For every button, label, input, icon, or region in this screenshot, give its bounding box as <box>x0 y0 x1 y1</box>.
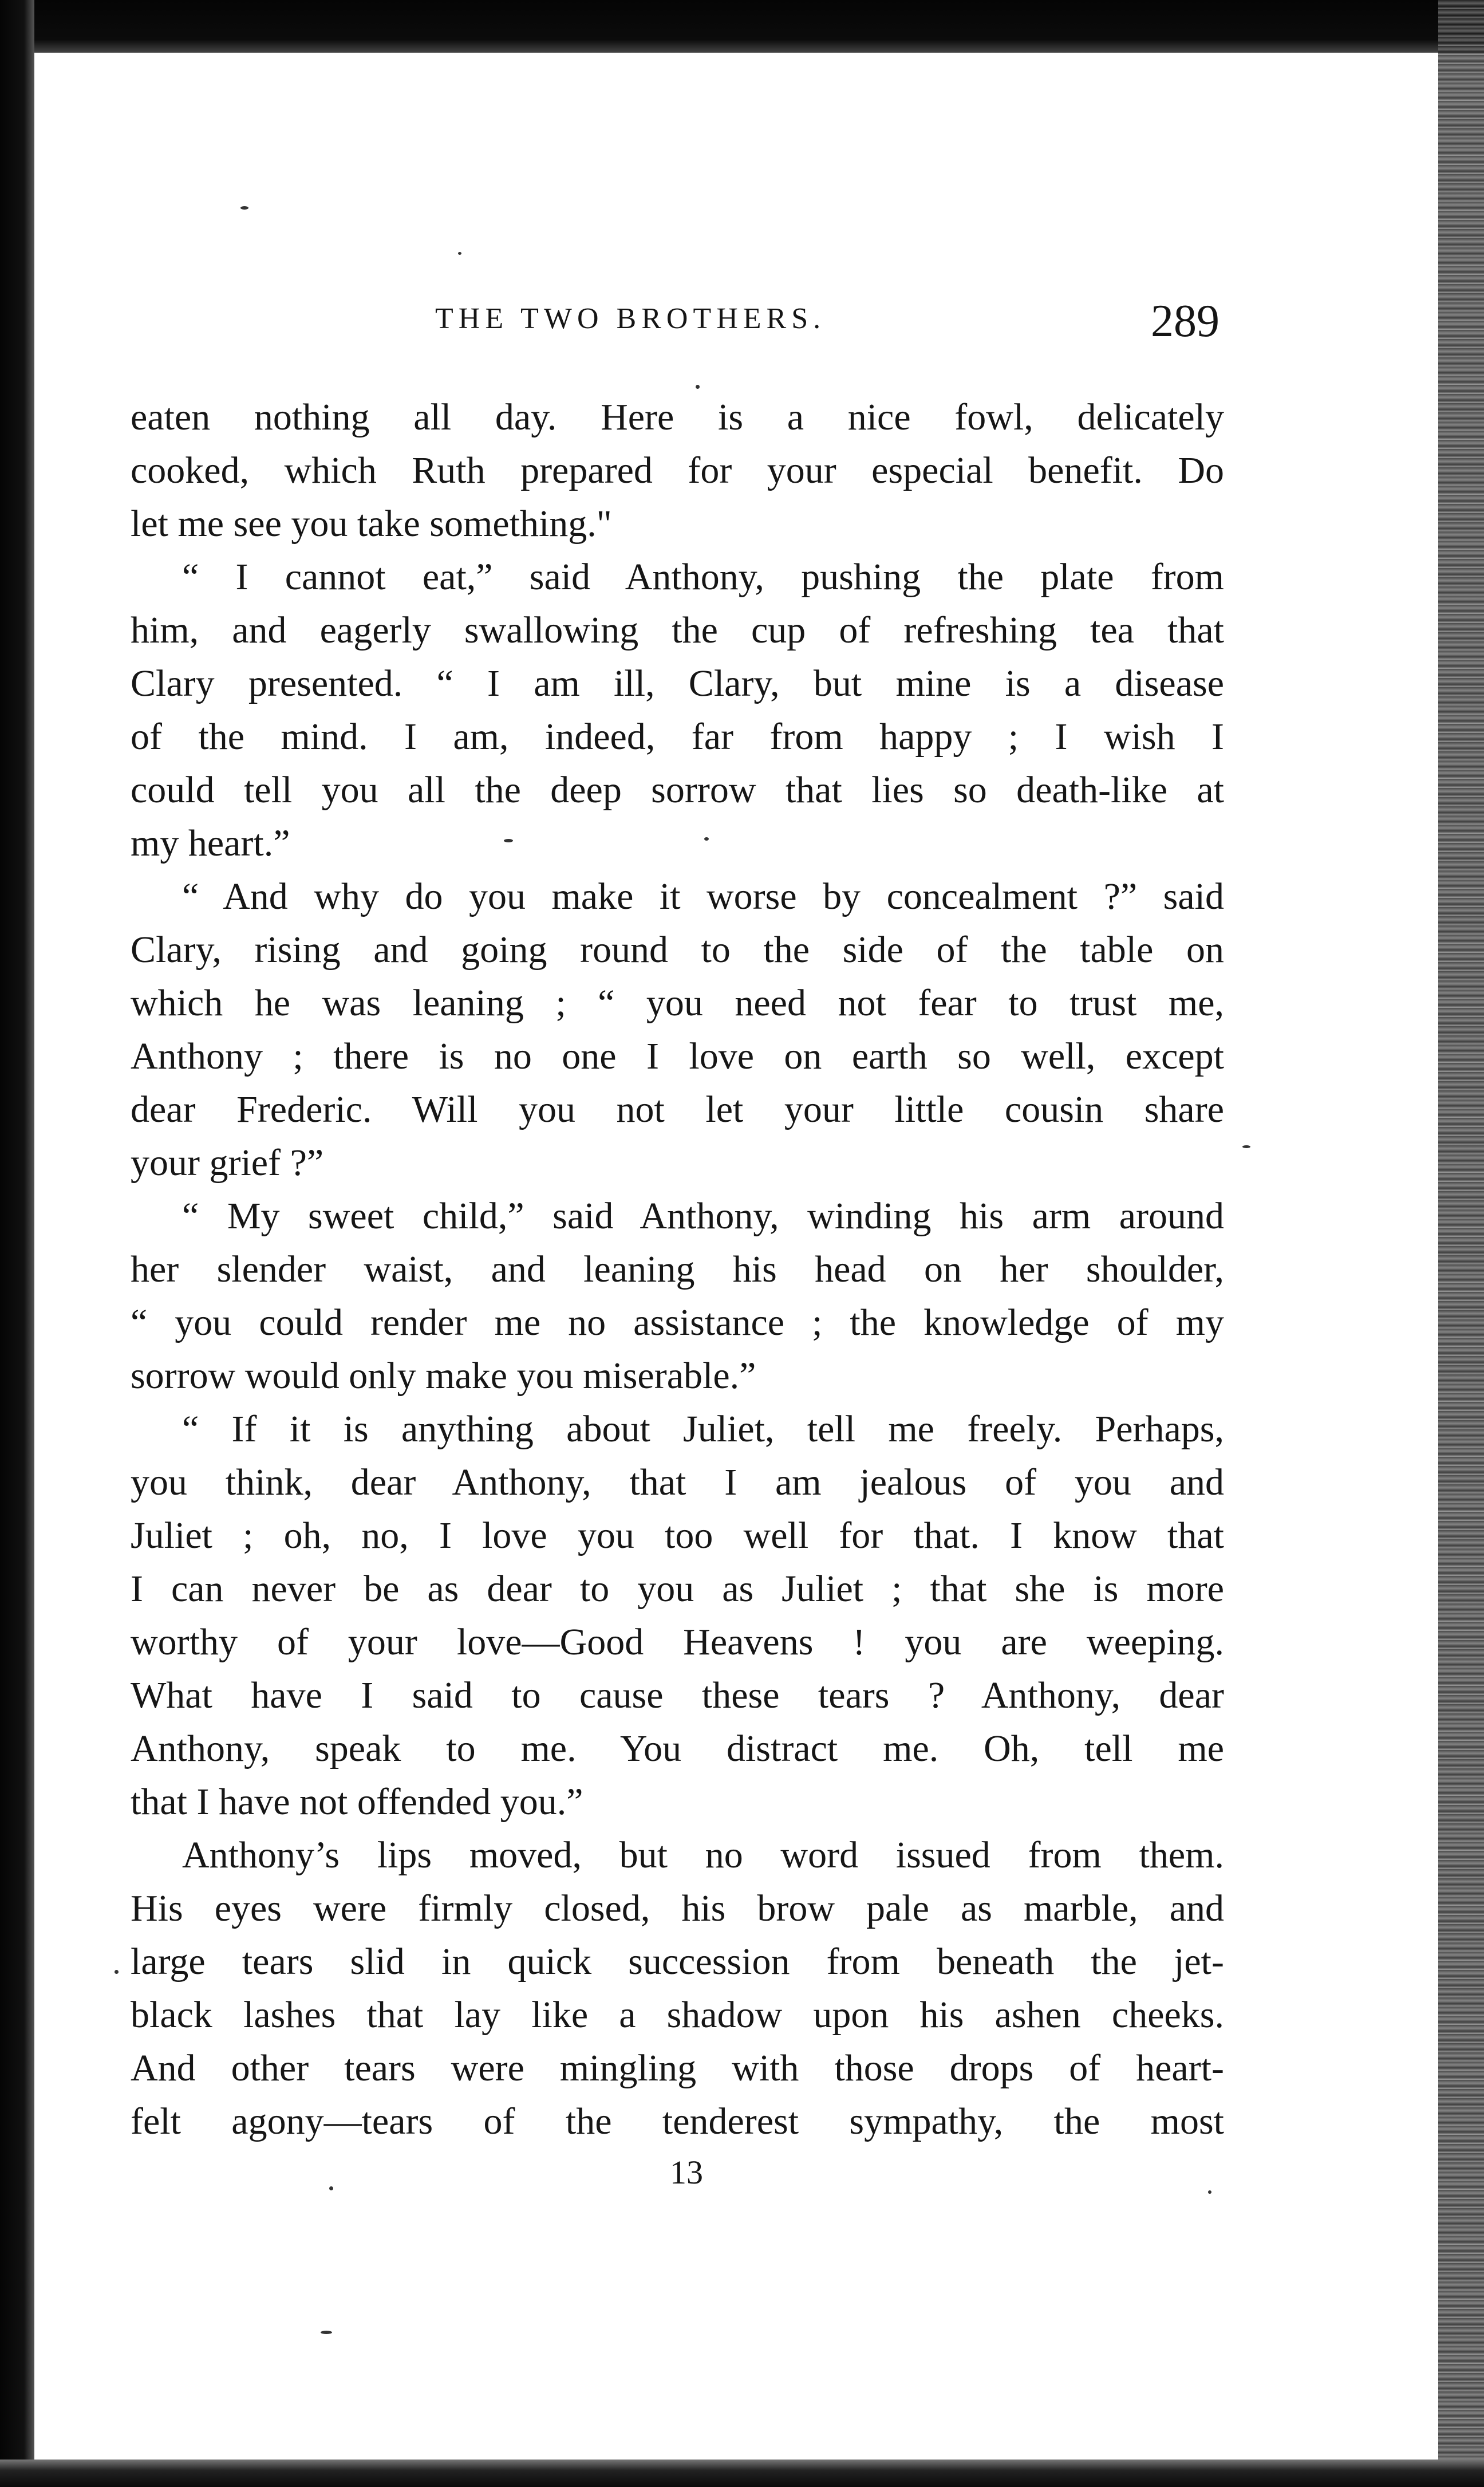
text-line: “ If it is anything about Juliet, tell me freely. Perhaps, <box>182 1408 1224 1450</box>
text-line: of the mind. I am, indeed, far from happy ; I wish I <box>131 716 1224 758</box>
text-line: you think, dear Anthony, that I am jealous of you and <box>131 1461 1224 1503</box>
text-line: her slender waist, and leaning his head on her shoulder, <box>131 1248 1224 1290</box>
text-line: that I have not offended you.” <box>131 1781 583 1823</box>
text-line: let me see you take something." <box>131 503 612 545</box>
ink-speck <box>504 839 513 842</box>
ink-speck <box>1208 2190 1211 2194</box>
text-line: sorrow would only make you miserable.” <box>131 1355 756 1397</box>
signature-mark: 13 <box>670 2154 703 2191</box>
text-line: him, and eagerly swallowing the cup of refreshing tea that <box>131 609 1224 651</box>
text-line: I can never be as dear to you as Juliet ; that she is more <box>131 1568 1224 1610</box>
text-line: cooked, which Ruth prepared for your especial benefit. Do <box>131 450 1224 491</box>
text-line: What have I said to cause these tears ? Anthony, dear <box>131 1674 1224 1716</box>
text-line: my heart.” <box>131 822 290 864</box>
text-line: And other tears were mingling with those drops of heart- <box>131 2047 1224 2089</box>
text-line: Anthony, speak to me. You distract me. Oh, tell me <box>131 1728 1224 1769</box>
text-line: “ My sweet child,” said Anthony, winding his arm around <box>182 1195 1224 1237</box>
text-line: dear Frederic. Will you not let your little cousin share <box>131 1089 1224 1130</box>
body-text <box>131 391 1224 2148</box>
text-line: eaten nothing all day. Here is a nice fowl, delicately <box>131 396 1224 438</box>
scan-edge-top <box>0 0 1484 53</box>
text-line: Clary, rising and going round to the side of the table on <box>131 929 1224 971</box>
text-line: your grief ?” <box>131 1142 324 1184</box>
text-line: Clary presented. “ I am ill, Clary, but mine is a disease <box>131 663 1224 704</box>
text-line: which he was leaning ; “ you need not fear to trust me, <box>131 982 1224 1024</box>
ink-speck <box>696 385 700 389</box>
text-line: “ you could render me no assistance ; the knowledge of my <box>131 1302 1224 1343</box>
text-line: Juliet ; oh, no, I love you too well for that. I know that <box>131 1515 1224 1556</box>
ink-speck <box>458 252 461 255</box>
text-line: Anthony’s lips moved, but no word issued from them. <box>182 1834 1224 1876</box>
text-line: could tell you all the deep sorrow that lies so death-like at <box>131 769 1224 811</box>
ink-speck <box>704 837 709 841</box>
text-line: His eyes were firmly closed, his brow pale as marble, and <box>131 1887 1224 1929</box>
ink-speck <box>115 1970 119 1974</box>
scan-edge-right <box>1438 0 1484 2487</box>
scan-edge-bottom <box>0 2460 1484 2487</box>
page-number: 289 <box>1151 296 1219 346</box>
ink-speck <box>321 2331 332 2334</box>
running-title: THE TWO BROTHERS. <box>435 302 826 335</box>
text-line: worthy of your love—Good Heavens ! you are weeping. <box>131 1621 1224 1663</box>
text-line: Anthony ; there is no one I love on earth so well, except <box>131 1035 1224 1077</box>
ink-speck <box>329 2186 333 2190</box>
text-line: felt agony—tears of the tenderest sympathy, the most <box>131 2100 1224 2142</box>
ink-speck <box>1242 1145 1250 1148</box>
ink-speck <box>240 206 248 210</box>
text-line: “ I cannot eat,” said Anthony, pushing the plate from <box>182 556 1224 598</box>
text-line: “ And why do you make it worse by concealment ?” said <box>182 876 1224 917</box>
text-line: large tears slid in quick succession from beneath the jet- <box>131 1941 1224 1982</box>
scan-edge-left <box>0 0 34 2487</box>
text-line: black lashes that lay like a shadow upon his ashen cheeks. <box>131 1994 1224 2036</box>
